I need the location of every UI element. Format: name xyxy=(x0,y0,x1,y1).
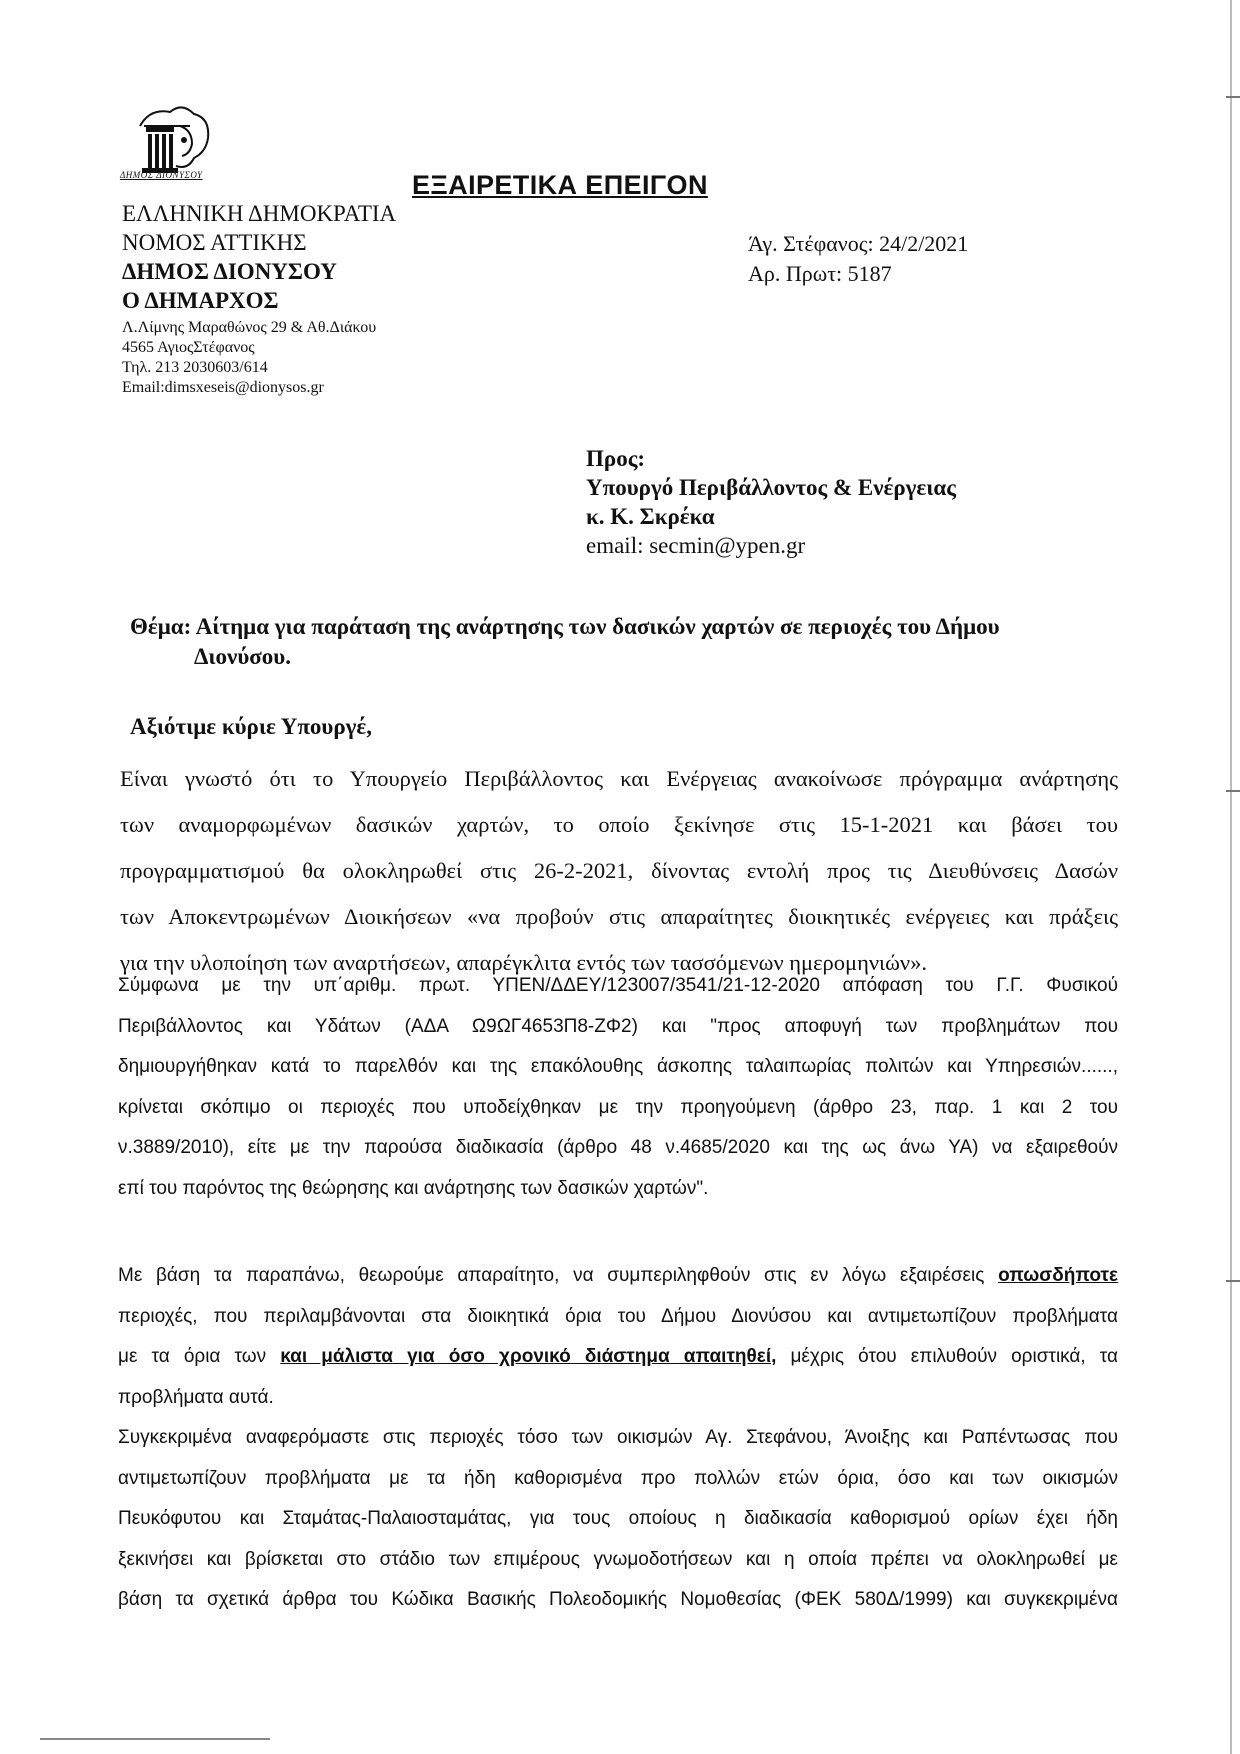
sender-prefecture: ΝΟΜΟΣ ΑΤΤΙΚΗΣ xyxy=(122,230,307,255)
paragraph-line: δημιουργήθηκαν κατά το παρελθόν και της επακόλουθης άσκοπης ταλαιπωρίας πολιτών και Υπηρεσιών......, xyxy=(118,1056,1118,1077)
paragraph-line: κρίνεται σκόπιμο οι περιοχές που υποδείχθηκαν με την προηγούμενη (άρθρο 23, παρ. 1 και 2 του xyxy=(118,1096,1118,1118)
sender-phone: Τηλ. 213 2030603/614 xyxy=(122,359,268,376)
subject-line-1: Αίτημα για παράταση της ανάρτησης των δασικών χαρτών σε περιοχές του Δήμου xyxy=(195,614,1000,639)
paragraph-text: μέχρις ότου επιλυθούν οριστικά, τα xyxy=(776,1346,1119,1367)
paragraph-line: Είναι γνωστό ότι το Υπουργείο Περιβάλλοντος και Ενέργειας ανακοίνωσε πρόγραμμα ανάρτησης xyxy=(120,766,1118,791)
sender-country: ΕΛΛΗΝΙΚΗ ΔΗΜΟΚΡΑΤΙΑ xyxy=(122,201,397,226)
scan-mark xyxy=(1226,96,1240,98)
paragraph-line: Συγκεκριμένα αναφερόμαστε στις περιοχές τόσο των οικισμών Αγ. Στεφάνου, Άνοιξης και Ραπέντωσας που xyxy=(118,1427,1118,1448)
scan-mark xyxy=(1226,1280,1240,1282)
paragraph-line: για την υλοποίηση των αναρτήσεων, απαρέγκλιτα εντός των τασσόμενων ημερομηνιών». xyxy=(120,950,927,975)
emphasis-text: και μάλιστα για όσο χρονικό διάστημα απαιτηθεί, xyxy=(280,1346,777,1367)
subject-line-2: Διονύσου. xyxy=(194,644,291,669)
sender-postal: 4565 ΑγιοςΣτέφανος xyxy=(122,339,255,356)
subject xyxy=(130,612,1115,672)
subject-label: Θέμα: xyxy=(130,614,192,639)
scan-bottom-line xyxy=(40,1738,270,1740)
paragraph-4 xyxy=(118,1418,1118,1621)
sender-municipality: ΔΗΜΟΣ ΔΙΟΝΥΣΟΥ xyxy=(122,259,337,284)
scan-mark xyxy=(1226,790,1240,792)
paragraph-line: προγραμματισμού θα ολοκληρωθεί στις 26-2-2021, δίνοντας εντολή προς τις Διευθύνσεις Δασών xyxy=(120,858,1118,883)
paragraph-text: με τα όρια των xyxy=(118,1346,281,1367)
paragraph-line: ν.3889/2010), είτε με την παρούσα διαδικασία (άρθρο 48 ν.4685/2020 και της ως άνω ΥΑ) να εξαιρεθούν xyxy=(118,1137,1118,1158)
paragraph-line xyxy=(118,1337,1118,1378)
paragraph-line: Σύμφωνα με την υπ΄αριθμ. πρωτ. ΥΠΕΝ/ΔΔΕΥ/123007/3541/21-12-2020 απόφαση του Γ.Γ. Φυσικού xyxy=(118,975,1118,996)
paragraph-line: Πευκόφυτου και Σταμάτας-Παλαιοσταμάτας, για τους οποίους η διαδικασία καθορισμού ορίων έχει ήδη xyxy=(118,1508,1118,1529)
paragraph-2 xyxy=(118,966,1118,1209)
logo-caption: ΔΗΜΟΣ ΔΙΟΝΥΣΟΥ xyxy=(120,170,203,180)
paragraph-line: των Αποκεντρωμένων Διοικήσεων «να προβούν στις απαραίτητες διοικητικές ενέργειες και πράξεις xyxy=(120,904,1118,929)
paragraph-line: επί του παρόντος της θεώρησης και ανάρτησης των δασικών χαρτών". xyxy=(118,1177,709,1199)
paragraph-line: αντιμετωπίζουν προβλήματα με τα ήδη καθορισμένα προ πολλών ετών όρια, όσο και των οικισμών xyxy=(118,1467,1118,1489)
paragraph-line: προβλήματα αυτά. xyxy=(118,1386,274,1408)
paragraph-line: βάση τα σχετικά άρθρα του Κώδικα Βασικής Πολεοδομικής Νομοθεσίας (ΦΕΚ 580Δ/1999) και συγκεκριμένα xyxy=(118,1589,1118,1610)
paragraph-1 xyxy=(120,756,1118,986)
recipient-name: κ. Κ. Σκρέκα xyxy=(586,504,715,529)
sender-mayor: Ο ΔΗΜΑΡΧΟΣ xyxy=(122,288,279,313)
paragraph-line: περιοχές, που περιλαμβάνονται στα διοικητικά όρια του Δήμου Διονύσου και αντιμετωπίζουν προβλήματα xyxy=(118,1305,1118,1327)
recipient-label: Προς: xyxy=(586,446,646,471)
paragraph-line: ξεκινήσει και βρίσκεται στο στάδιο των επιμέρους γνωμοδοτήσεων και η οποία πρέπει να ολοκληρωθεί με xyxy=(118,1548,1118,1570)
document-date: Άγ. Στέφανος: 24/2/2021 xyxy=(748,231,969,256)
recipient-email: email: secmin@ypen.gr xyxy=(586,533,806,558)
scan-edge xyxy=(1230,0,1232,1754)
sender-address: Λ.Λίμνης Μαραθώνος 29 & Αθ.Διάκου xyxy=(122,319,377,336)
paragraph-text: Με βάση τα παραπάνω, θεωρούμε απαραίτητο, να συμπεριληφθούν στις εν λόγω εξαιρέσεις xyxy=(118,1265,999,1286)
paragraph-3 xyxy=(118,1256,1118,1418)
paragraph-line xyxy=(118,1256,1118,1297)
recipient-ministry: Υπουργό Περιβάλλοντος & Ενέργειας xyxy=(586,475,956,500)
salutation: Αξιότιμε κύριε Υπουργέ, xyxy=(130,714,373,739)
urgent-label: ΕΞΑΙΡΕΤΙΚΑ ΕΠΕΙΓΟΝ xyxy=(412,170,708,200)
paragraph-line: Περιβάλλοντος και Υδάτων (ΑΔΑ Ω9ΩΓ4653Π8-ΖΦ2) και "προς αποφυγή των προβλημάτων που xyxy=(118,1015,1118,1037)
paragraph-line: των αναμορφωμένων δασικών χαρτών, το οποίο ξεκίνησε στις 15-1-2021 και βάσει του xyxy=(120,812,1118,837)
protocol-number: Αρ. Πρωτ: 5187 xyxy=(748,261,892,286)
sender-email: Email:dimsxeseis@dionysos.gr xyxy=(122,379,324,396)
emphasis-text: οπωσδήποτε xyxy=(998,1265,1118,1286)
